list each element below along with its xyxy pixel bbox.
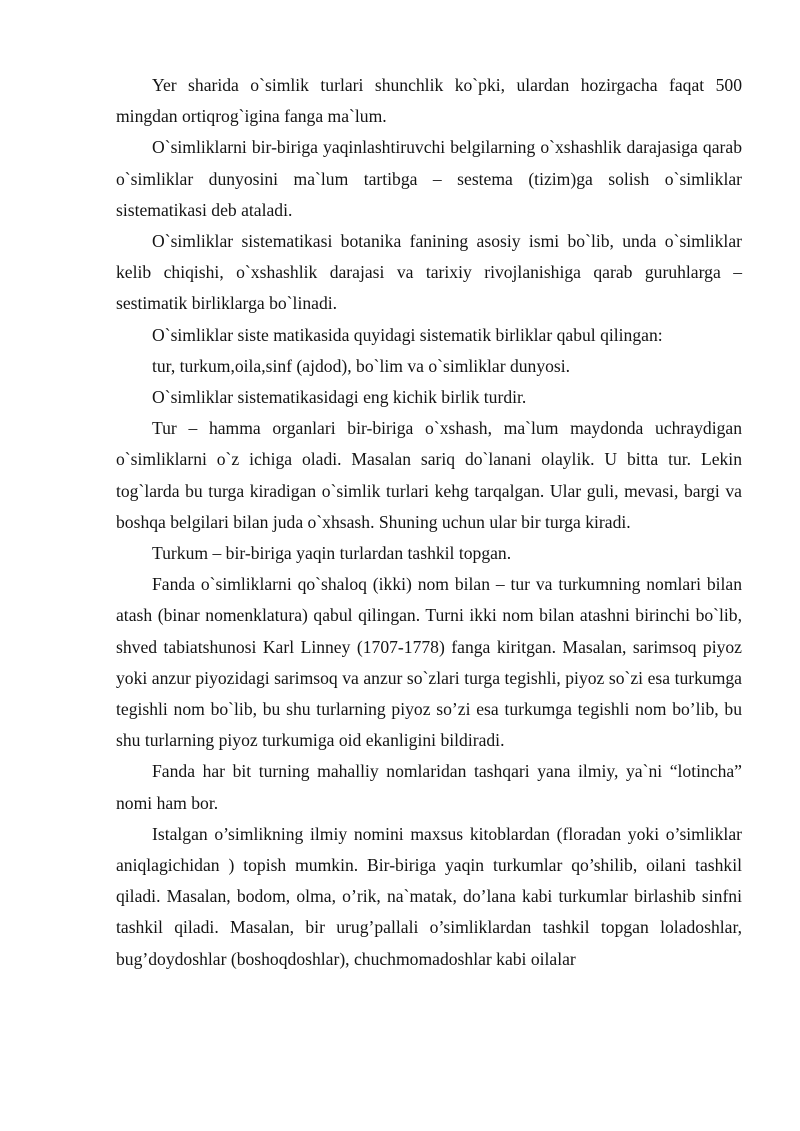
paragraph-systematics-purpose: O`simliklar sistematikasi botanika fanining asosiy ismi bo`lib, unda o`simliklar kelib chiqishi, o`xshashlik darajasi va tarixiy rivojlanishiga qarab guruhlarga – sestimatik birliklarga bo`linadi. [116,231,742,314]
document-page [116,70,742,975]
paragraph-genus: Turkum – bir-biriga yaqin turlardan tashkil topgan. [152,543,512,564]
paragraph-units-list: tur, turkum,oila,sinf (ajdod), bo`lim va o`simliklar dunyosi. [152,355,571,376]
paragraph-families: Istalgan o’simlikning ilmiy nomini maxsus kitoblardan (floradan yoki o’simliklar aniqlagichidan ) topish mumkin. Bir-biriga yaqin turkumlar qo’shilib, oilani tashkil qiladi. Masalan, bodom, olma, o’rik, na`matak, do’lana kabi turkumlar birlashib sinfni tashkil qiladi. Masalan, bir urug’pallali o’simliklardan tashkil topgan loladoshlar, bug’doydoshlar (boshoqdoshlar), chuchmomadoshlar kabi oilalar [116,823,742,969]
paragraph-latin-names: Fanda har bit turning mahalliy nomlaridan tashqari yana ilmiy, ya`ni “lotincha” nomi ham bor. [116,761,742,813]
paragraph-species: Tur – hamma organlari bir-biriga o`xshash, ma`lum maydonda uchraydigan o`simliklarni o`z ichiga oladi. Masalan sariq do`lanani olaylik. U bitta tur. Lekin tog`larda bu turga kiradigan o`simlik turlari kehg tarqalgan. Ular guli, mevasi, bargi va boshqa belgilari bilan juda o`xhsash. Shuning uchun ular bir turga kiradi. [116,418,742,532]
paragraph-systematics-definition: O`simliklarni bir-biriga yaqinlashtiruvchi belgilarning o`xshashlik darajasiga qarab o`simliklar dunyosini ma`lum tartibga – sestema (tizim)ga solish o`simliklar sistematikasi deb ataladi. [116,137,742,220]
paragraph-units-intro: O`simliklar siste matikasida quyidagi sistematik birliklar qabul qilingan: [152,324,663,345]
paragraph-intro: Yer sharida o`simlik turlari shunchlik ko`pki, ulardan hozirgacha faqat 500 mingdan ortiqrog`igina fanga ma`lum. [116,75,742,127]
paragraph-binary-nomenclature: Fanda o`simliklarni qo`shaloq (ikki) nom bilan – tur va turkumning nomlari bilan atash (binar nomenklatura) qabul qilingan. Turni ikki nom bilan atashni birinchi bo`lib, shved tabiatshunosi Karl Linney (1707-1778) fanga kiritgan. Masalan, sarimsoq piyoz yoki anzur piyozidagi sarimsoq va anzur so`zlari turga tegishli, piyoz so`zi esa turkumga tegishli nom bo`lib, bu shu turlarning piyoz so’zi esa turkumga tegishli nom bo’lib, bu shu turlarning piyoz turkumiga oid ekanligini bildiradi. [116,574,742,751]
paragraph-smallest-unit: O`simliklar sistematikasidagi eng kichik birlik turdir. [152,387,527,408]
